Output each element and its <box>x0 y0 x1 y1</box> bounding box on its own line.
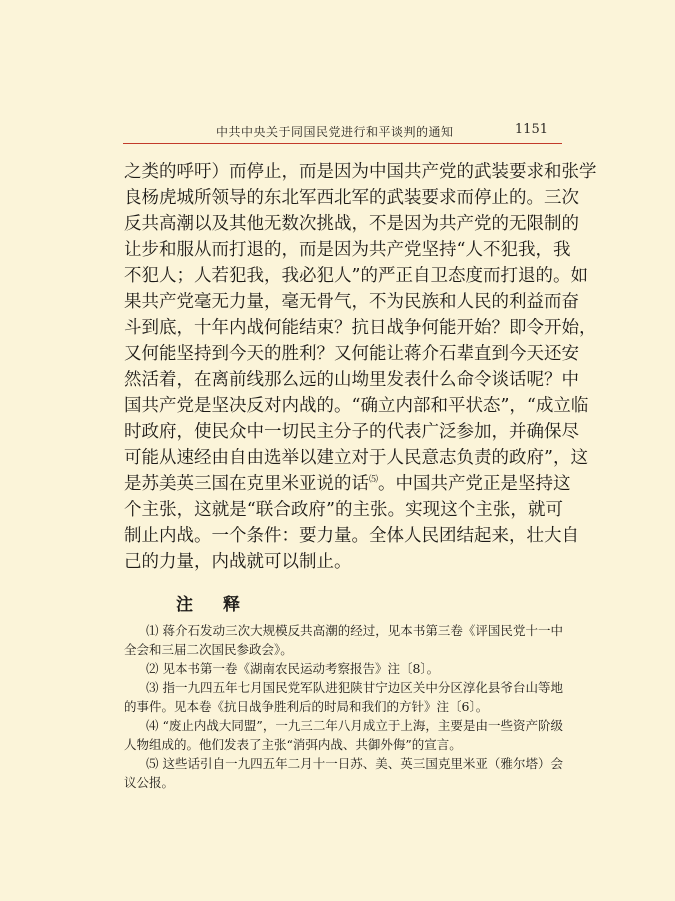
notes-list <box>124 621 563 792</box>
notes-heading: 注释 <box>176 595 270 615</box>
body-line: 良杨虎城所领导的东北军西北军的武装要求而停止的。三次 <box>124 188 579 208</box>
body-line: 斗到底，十年内战何能结束？抗日战争何能开始？即令开始， <box>124 318 597 338</box>
body-line-text: 是苏美英三国在克里米亚说的话 <box>124 474 369 494</box>
page-number: 1151 <box>514 122 548 137</box>
body-line: 之类的呼吁）而停止，而是因为中国共产党的武装要求和张学 <box>124 162 597 182</box>
body-line: 可能从速经由自由选举以建立对于人民意志负责的政府”，这 <box>124 448 588 468</box>
note-item-3: ⑶ 指一九四五年七月国民党军队进犯陕甘宁边区关中分区淳化县爷台山等地的事件。见本卷《抗日战争胜利后的时局和我们的方针》注〔6〕。 <box>124 680 563 714</box>
body-line-last: 己的力量，内战就可以制止。 <box>124 552 352 572</box>
note-item-2: ⑵ 见本书第一卷《湖南农民运动考察报告》注〔8〕。 <box>146 661 440 676</box>
body-line: 反共高潮以及其他无数次挑战，不是因为共产党的无限制的 <box>124 214 579 234</box>
body-line-with-reference <box>124 471 571 497</box>
body-line-text: 。中国共产党正是坚持这 <box>378 474 571 494</box>
header-title: 中共中央关于同国民党进行和平谈判的通知 <box>216 125 454 139</box>
body-line: 国共产党是坚决反对内战的。“确立内部和平状态”，“成立临 <box>124 396 589 416</box>
note-item-1: ⑴ 蒋介石发动三次大规模反共高潮的经过，见本书第三卷《评国民党十一中全会和三届二次国民参政会》。 <box>124 623 563 657</box>
body-line: 然活着，在离前线那么远的山坳里发表什么命令谈话呢？中 <box>124 370 579 390</box>
body-line: 个主张，这就是“联合政府”的主张。实现这个主张，就可 <box>124 500 563 520</box>
body-line: 又何能坚持到今天的胜利？又何能让蒋介石辈直到今天还安 <box>124 344 579 364</box>
running-header <box>123 119 562 144</box>
footnote-reference-5[interactable]: ⑸ <box>369 475 379 485</box>
note-item-4: ⑷ “废止内战大同盟”，一九三二年八月成立于上海，主要是由一些资产阶级人物组成的。他们发表了主张“消弭内战、共御外侮”的宣言。 <box>124 718 563 752</box>
body-text <box>124 159 597 575</box>
body-line: 制止内战。一个条件：要力量。全体人民团结起来，壮大自 <box>124 526 579 546</box>
note-item-5: ⑸ 这些话引自一九四五年二月十一日苏、美、英三国克里米亚（雅尔塔）会议公报。 <box>124 756 563 790</box>
body-line: 不犯人；人若犯我，我必犯人”的严正自卫态度而打退的。如 <box>124 266 588 286</box>
body-line: 果共产党毫无力量，毫无骨气，不为民族和人民的利益而奋 <box>124 292 579 312</box>
body-line: 让步和服从而打退的，而是因为共产党坚持“人不犯我，我 <box>124 240 571 260</box>
body-line: 时政府，使民众中一切民主分子的代表广泛参加，并确保尽 <box>124 422 579 442</box>
